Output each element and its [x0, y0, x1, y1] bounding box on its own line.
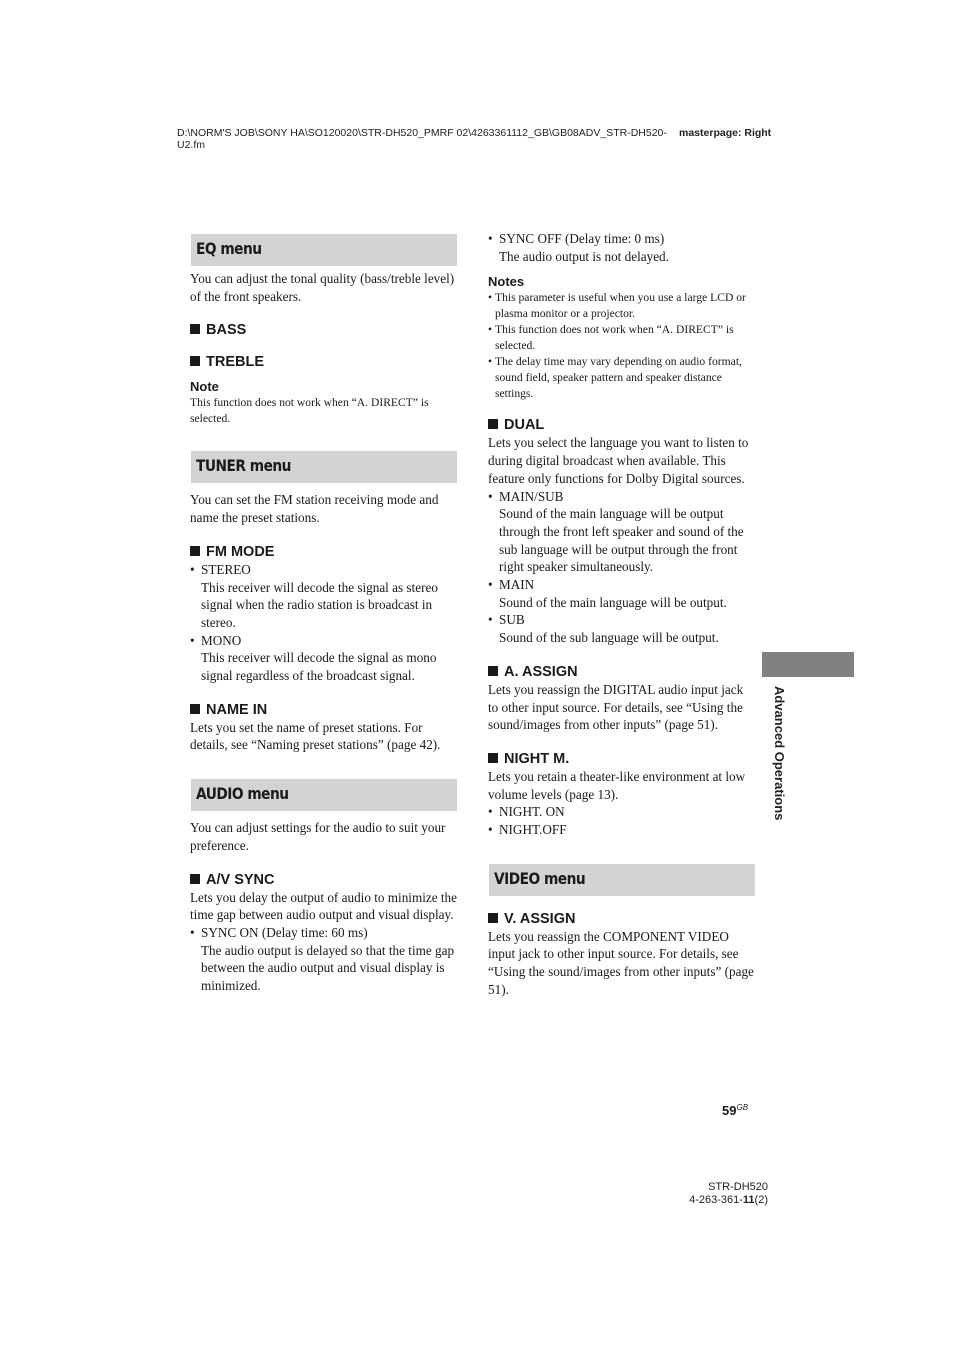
bass-heading: BASS	[190, 321, 458, 339]
sync-off-item: • SYNC OFF (Delay time: 0 ms)	[488, 230, 756, 248]
fm-mode-heading: FM MODE	[190, 543, 458, 561]
a-assign-heading: A. ASSIGN	[488, 663, 756, 681]
left-column	[190, 234, 458, 995]
main-desc: Sound of the main language will be output.	[499, 594, 727, 610]
audio-note-3: • The delay time may vary depending on audio format, sound field, speaker pattern and speaker distance settings.	[488, 354, 756, 402]
sync-on-item: • SYNC ON (Delay time: 60 ms)	[190, 924, 458, 942]
square-bullet-icon	[190, 546, 200, 556]
treble-heading: TREBLE	[190, 353, 458, 371]
mono-item: • MONO	[190, 632, 458, 650]
av-sync-desc: Lets you delay the output of audio to minimize the time gap between audio output and visual display.	[190, 889, 457, 923]
night-on-item: • NIGHT. ON	[488, 803, 756, 821]
audio-note-1: • This parameter is useful when you use a large LCD or plasma monitor or a projector.	[488, 290, 756, 322]
model-info	[680, 1181, 768, 1206]
sub-item: • SUB	[488, 611, 756, 629]
main-sub-item: • MAIN/SUB	[488, 488, 756, 506]
main-sub-desc: Sound of the main language will be output through the front left speaker and sound of the sub language will be output through the front right speaker simultaneously.	[499, 506, 744, 575]
a-assign-desc: Lets you reassign the DIGITAL audio input jack to other input source. For details, see “Using the sound/images from other inputs” (page 51).	[488, 681, 744, 733]
sub-desc: Sound of the sub language will be output.	[499, 630, 719, 646]
eq-note-title: Note	[190, 379, 219, 395]
av-sync-heading: A/V SYNC	[190, 871, 458, 889]
dual-desc: Lets you select the language you want to listen to during digital broadcast when available. This feature only functions for Dolby Digital sources.	[488, 435, 749, 486]
right-column	[488, 230, 756, 999]
square-bullet-icon	[488, 913, 498, 923]
square-bullet-icon	[190, 324, 200, 334]
eq-menu-heading-box	[191, 234, 457, 266]
square-bullet-icon	[190, 874, 200, 884]
square-bullet-icon	[488, 666, 498, 676]
part-code: 4-263-361-11(2)	[689, 1193, 768, 1206]
tuner-intro: You can set the FM station receiving mode and name the preset stations.	[190, 492, 439, 526]
dual-heading: DUAL	[488, 416, 756, 434]
square-bullet-icon	[190, 356, 200, 366]
square-bullet-icon	[488, 753, 498, 763]
tuner-menu-title: TUNER menu	[196, 456, 291, 476]
audio-notes-title: Notes	[488, 274, 525, 290]
audio-menu-heading-box	[191, 779, 457, 811]
square-bullet-icon	[190, 704, 200, 714]
mono-desc: This receiver will decode the signal as mono signal regardless of the broadcast signal.	[201, 650, 437, 684]
night-heading: NIGHT M.	[488, 750, 756, 768]
page-number: $59^{GB}$	[722, 1103, 749, 1118]
main-item: • MAIN	[488, 576, 756, 594]
audio-intro: You can adjust settings for the audio to suit your preference.	[190, 820, 446, 853]
v-assign-desc: Lets you reassign the COMPONENT VIDEO input jack to other input source. For details, see “Using the sound/images from other inputs” (page 51).	[488, 928, 754, 997]
night-desc: Lets you retain a theater-like environment at low volume levels (page 13).	[488, 768, 746, 802]
section-tab-marker	[762, 652, 854, 677]
audio-menu-title: AUDIO menu	[196, 784, 289, 804]
eq-intro: You can adjust the tonal quality (bass/treble level) of the front speakers.	[190, 271, 455, 304]
side-section-label: Advanced Operations	[772, 686, 787, 821]
audio-note-2: • This function does not work when “A. DIRECT” is selected.	[488, 322, 756, 354]
v-assign-heading: V. ASSIGN	[488, 910, 756, 928]
tuner-menu-heading-box	[191, 451, 457, 483]
sync-on-desc: The audio output is delayed so that the time gap between the audio output and visual display is minimized.	[201, 942, 455, 994]
model-name: STR-DH520	[708, 1181, 768, 1193]
video-menu-title: VIDEO menu	[494, 868, 586, 888]
name-in-desc: Lets you set the name of preset stations. For details, see “Naming preset stations” (page 42).	[190, 719, 441, 753]
name-in-heading: NAME IN	[190, 701, 458, 719]
video-menu-heading-box	[489, 864, 755, 896]
eq-note-text: This function does not work when “A. DIRECT” is selected.	[190, 396, 429, 426]
file-path-header: D:\NORM'S JOB\SONY HA\SO120020\STR-DH520_PMRF 02\4263361112_GB\GB08ADV_STR-DH520-U2.fm	[177, 127, 667, 151]
sync-off-desc: The audio output is not delayed.	[499, 248, 669, 264]
night-off-item: • NIGHT.OFF	[488, 821, 756, 839]
eq-menu-title: EQ menu	[196, 239, 262, 258]
masterpage-label: masterpage: Right	[679, 127, 772, 139]
square-bullet-icon	[488, 419, 498, 429]
stereo-item: • STEREO	[190, 561, 458, 579]
stereo-desc: This receiver will decode the signal as stereo signal when the radio station is broadcast in stereo.	[201, 579, 438, 630]
